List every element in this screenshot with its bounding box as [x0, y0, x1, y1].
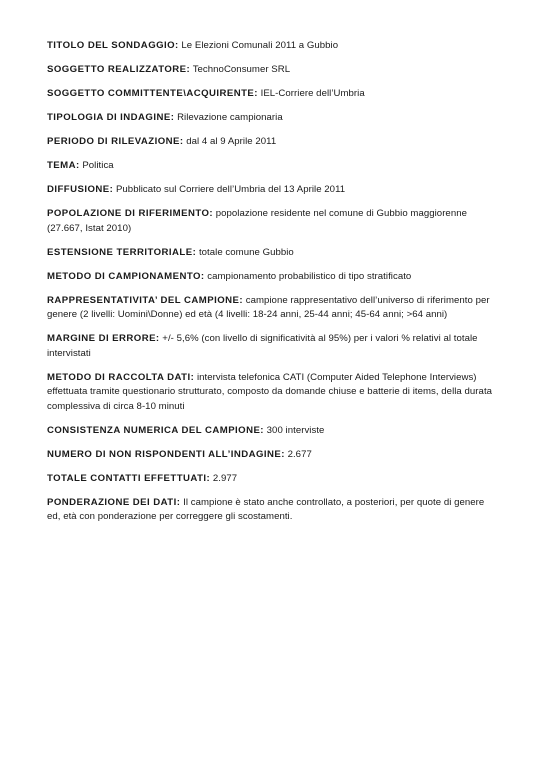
entry-metodo-raccolta-dati	[47, 371, 500, 415]
entry-label: TOTALE CONTATTI EFFETTUATI:	[47, 472, 211, 484]
entry-consistenza-campione	[47, 424, 500, 439]
entry-diffusione	[47, 183, 500, 198]
entry-popolazione-riferimento	[47, 207, 500, 236]
entry-value: popolazione residente nel comune di Gubbio maggiorenne (27.667, Istat 2010)	[47, 208, 467, 234]
entry-label: DIFFUSIONE:	[47, 184, 114, 195]
entry-tipologia-indagine	[47, 111, 500, 126]
entry-label: TITOLO DEL SONDAGGIO:	[47, 40, 179, 51]
entry-value: Politica	[82, 160, 114, 171]
entry-soggetto-committente	[47, 87, 500, 102]
entry-totale-contatti	[47, 472, 500, 487]
entry-label: SOGGETTO COMMITTENTE\ACQUIRENTE:	[47, 88, 258, 99]
entry-label: PONDERAZIONE DEI DATI:	[47, 496, 181, 508]
entry-label: TIPOLOGIA DI INDAGINE:	[47, 112, 175, 123]
entry-label: MARGINE DI ERRORE:	[47, 333, 160, 344]
entry-label: METODO DI RACCOLTA DATI:	[47, 371, 195, 383]
entry-value: TechnoConsumer SRL	[192, 64, 291, 75]
entry-non-rispondenti	[47, 448, 500, 463]
entry-label: NUMERO DI NON RISPONDENTI ALL’INDAGINE:	[47, 448, 285, 460]
entry-label: SOGGETTO REALIZZATORE:	[47, 64, 191, 75]
entry-value: Il campione è stato anche controllato, a posteriori, per quote di genere ed, età con ponderazione per correggere gli scostamenti.	[47, 496, 485, 522]
entry-label: RAPPRESENTATIVITA’ DEL CAMPIONE:	[47, 294, 243, 306]
entry-label: TEMA:	[47, 160, 80, 171]
entry-metodo-campionamento	[47, 270, 500, 285]
entry-titolo-sondaggio	[47, 39, 500, 54]
entry-label: PERIODO DI RILEVAZIONE:	[47, 136, 184, 147]
entry-value: totale comune Gubbio	[198, 246, 294, 258]
entry-label: METODO DI CAMPIONAMENTO:	[47, 270, 205, 282]
entry-value: IEL-Corriere dell’Umbria	[260, 88, 365, 99]
entry-tema	[47, 159, 500, 174]
entry-value: 2.677	[287, 448, 312, 460]
entry-value: 2.977	[212, 472, 238, 484]
entry-value: 300 interviste	[266, 424, 325, 436]
entry-soggetto-realizzatore	[47, 63, 500, 78]
entry-value: +/- 5,6% (con livello di significatività al 95%) per i valori % relativi al totale intervistati	[47, 333, 478, 359]
entry-label: ESTENSIONE TERRITORIALE:	[47, 246, 197, 258]
entry-periodo-rilevazione	[47, 135, 500, 150]
entry-label: POPOLAZIONE DI RIFERIMENTO:	[47, 208, 214, 219]
entry-label: CONSISTENZA NUMERICA DEL CAMPIONE:	[47, 424, 264, 436]
entry-value: Le Elezioni Comunali 2011 a Gubbio	[181, 40, 339, 51]
entry-ponderazione-dati	[47, 496, 500, 525]
entry-value: Rilevazione campionaria	[177, 112, 283, 123]
entry-estensione-territoriale	[47, 246, 500, 261]
entry-value: dal 4 al 9 Aprile 2011	[186, 136, 277, 147]
entry-rappresentativita-campione	[47, 294, 500, 323]
entry-margine-errore	[47, 332, 500, 361]
entry-value: campione rappresentativo dell’universo di riferimento per genere (2 livelli: Uomini\Donne) ed età (4 livelli: 18-24 anni, 25-44 anni; 45-64 anni; >64 anni)	[47, 294, 490, 320]
entry-value: Pubblicato sul Corriere dell’Umbria del 13 Aprile 2011	[115, 184, 346, 195]
entry-value: campionamento probabilistico di tipo stratificato	[207, 270, 412, 282]
entry-value: intervista telefonica CATI (Computer Aided Telephone Interviews) effettuata tramite questionario strutturato, composto da domande chiuse e batterie di items, della durata complessiva di circa 8-10 minuti	[47, 371, 493, 412]
